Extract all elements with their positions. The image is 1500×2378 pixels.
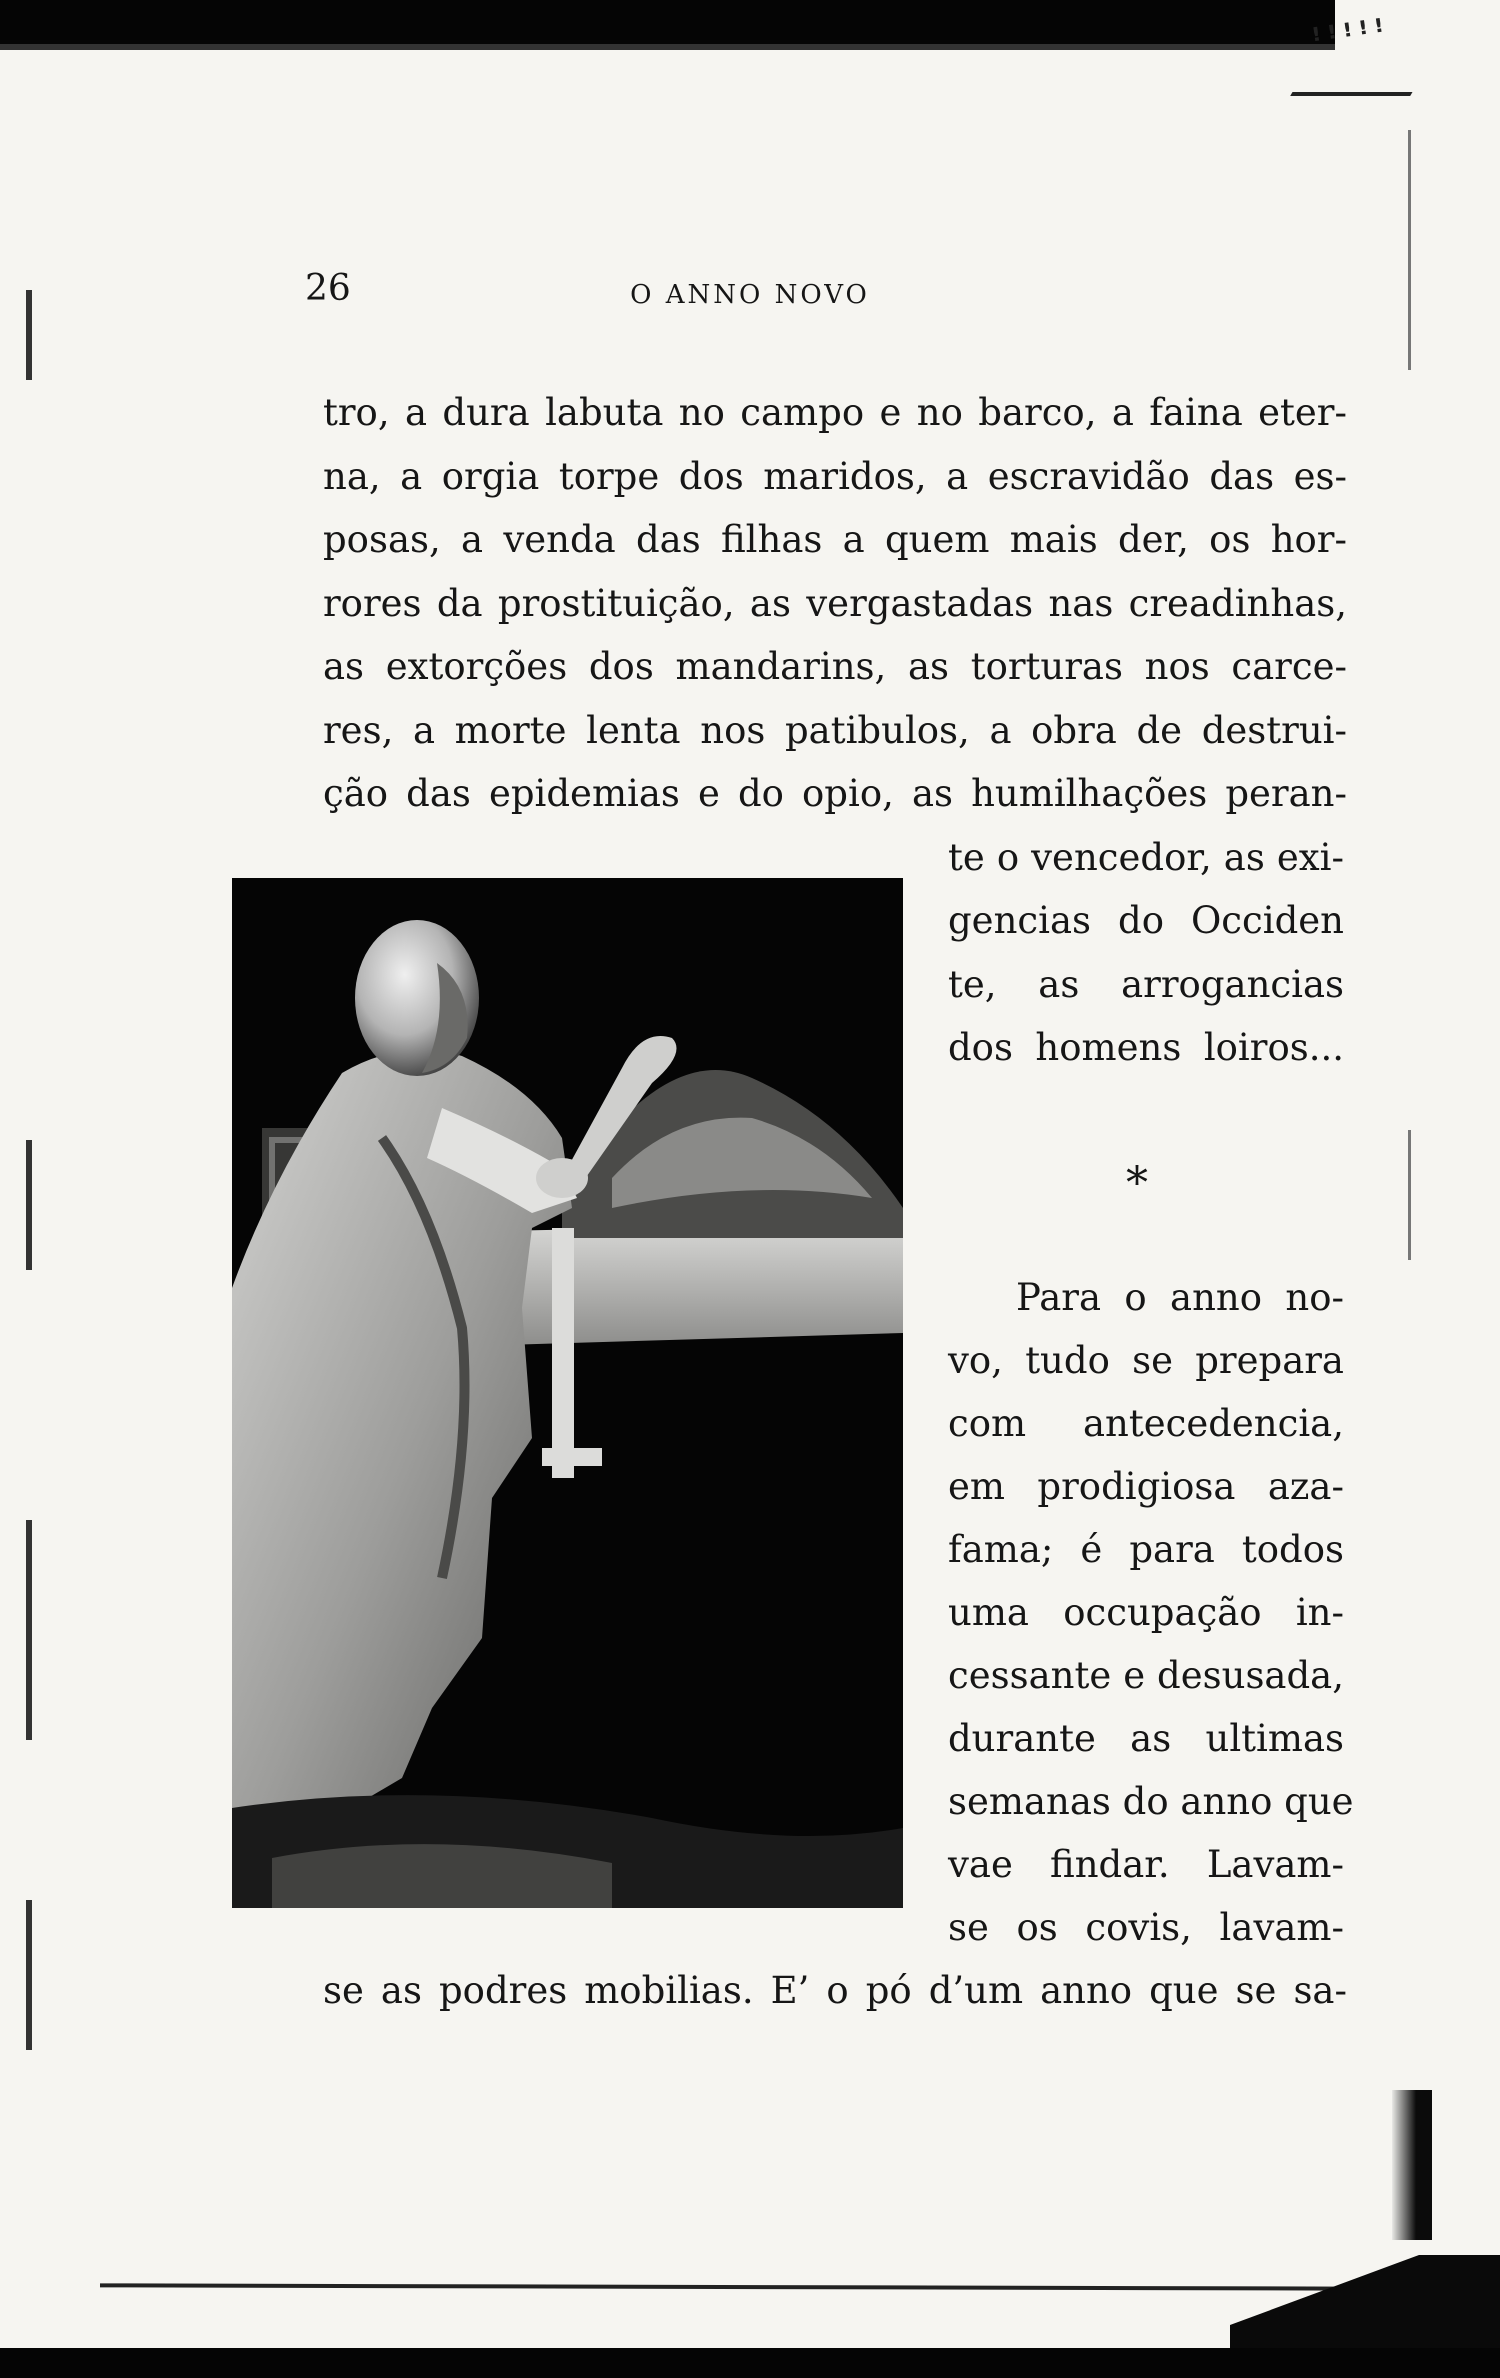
side-text-line: se os covis, lavam- — [948, 1906, 1344, 1949]
scan-edge-left — [26, 1140, 32, 1270]
scan-bottom-rule — [100, 2283, 1350, 2290]
side-text-line: fama; é para todos — [948, 1528, 1344, 1571]
photo-plate — [232, 878, 903, 1908]
side-text-line: uma occupação in- — [948, 1591, 1344, 1634]
side-text-line: te, as arrogancias — [948, 963, 1344, 1006]
photo-tool-handle — [542, 1448, 602, 1466]
text-line: as extorções dos mandarins, as torturas nos carce- — [323, 645, 1347, 688]
side-text-line: em prodigiosa aza- — [948, 1465, 1344, 1508]
scan-blot-right — [1392, 2090, 1432, 2240]
photo-seated-man — [232, 878, 903, 1908]
page-number: 26 — [305, 268, 351, 309]
side-text-line: cessante e desusada, — [948, 1654, 1344, 1697]
scan-edge-left — [26, 1900, 32, 2050]
text-line: rores da prostituição, as vergastadas nas creadinhas, — [323, 582, 1347, 625]
side-text-line: durante as ultimas — [948, 1717, 1344, 1760]
side-text-line: Para o anno no- — [1016, 1276, 1344, 1319]
scan-edge-right — [1408, 1130, 1411, 1260]
side-text-line: te o vencedor, as exi- — [948, 836, 1344, 879]
text-line: ção das epidemias e do opio, as humilhações peran- — [323, 772, 1347, 815]
scan-top-bar — [0, 0, 1335, 50]
photo-tool-handle — [552, 1228, 574, 1478]
text-line: se as podres mobilias. E’ o pó d’um anno que se sa- — [323, 1969, 1347, 2012]
scan-marks: ꜝꜝꜝꜝꜝ — [1309, 10, 1394, 62]
running-head: O ANNO NOVO — [630, 280, 870, 310]
text-line: res, a morte lenta nos patibulos, a obra de destrui- — [323, 709, 1347, 752]
side-text-line: dos homens loiros... — [948, 1026, 1344, 1069]
scan-edge-right — [1408, 130, 1411, 370]
side-text-line: semanas do anno que — [948, 1780, 1354, 1823]
section-ornament: * — [1126, 1158, 1148, 1209]
scan-bottom-bar — [0, 2348, 1500, 2378]
scan-top-right-stroke — [1290, 62, 1430, 96]
text-line: na, a orgia torpe dos maridos, a escravidão das es- — [323, 455, 1347, 498]
scan-bottom-wedge — [1230, 2255, 1500, 2355]
text-line: posas, a venda das filhas a quem mais der, os hor- — [323, 518, 1347, 561]
side-text-line: vae findar. Lavam- — [948, 1843, 1344, 1886]
text-line: tro, a dura labuta no campo e no barco, a faina eter- — [323, 391, 1347, 434]
scan-edge-left — [26, 1520, 32, 1740]
side-text-line: com antecedencia, — [948, 1402, 1344, 1445]
photo-hand — [536, 1158, 588, 1198]
side-text-line: gencias do Occiden — [948, 899, 1344, 942]
side-text-line: vo, tudo se prepara — [948, 1339, 1344, 1382]
